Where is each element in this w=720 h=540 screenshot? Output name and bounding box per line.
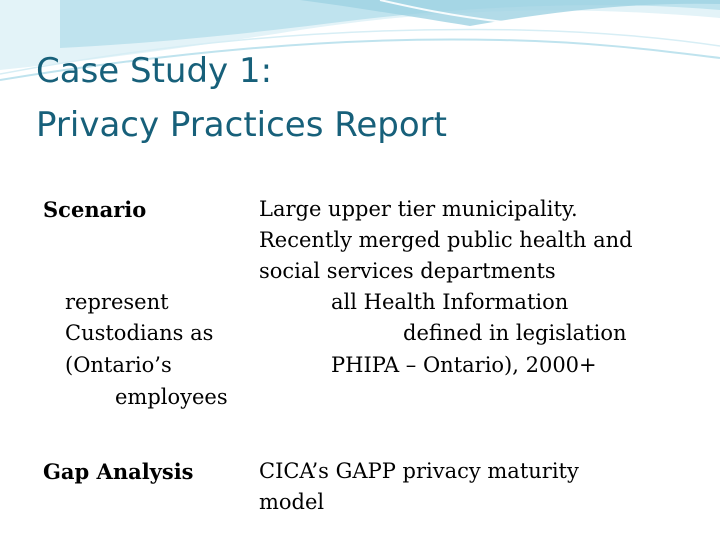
gap-analysis-description-line: CICA’s GAPP privacy maturity (259, 459, 579, 483)
scenario-left-fragment: employees (115, 385, 228, 409)
scenario-description-line: Recently merged public health and (259, 228, 633, 252)
scenario-description-line: social services departments (259, 259, 556, 283)
slide-title-line-2: Privacy Practices Report (36, 105, 447, 145)
scenario-left-fragment: represent (65, 290, 169, 314)
gap-analysis-label: Gap Analysis (43, 459, 194, 484)
scenario-description-line: defined in legislation (403, 321, 627, 345)
gap-analysis-description-line: model (259, 490, 325, 514)
scenario-description-line: Large upper tier municipality. (259, 197, 578, 221)
scenario-left-fragment: (Ontario’s (65, 353, 172, 377)
scenario-left-fragment: Custodians as (65, 321, 214, 345)
scenario-label: Scenario (43, 197, 147, 222)
scenario-description-line: all Health Information (331, 290, 569, 314)
slide-title-line-1: Case Study 1: (36, 51, 273, 91)
slide-title (36, 44, 696, 152)
scenario-description-line: PHIPA – Ontario), 2000+ (331, 353, 597, 377)
